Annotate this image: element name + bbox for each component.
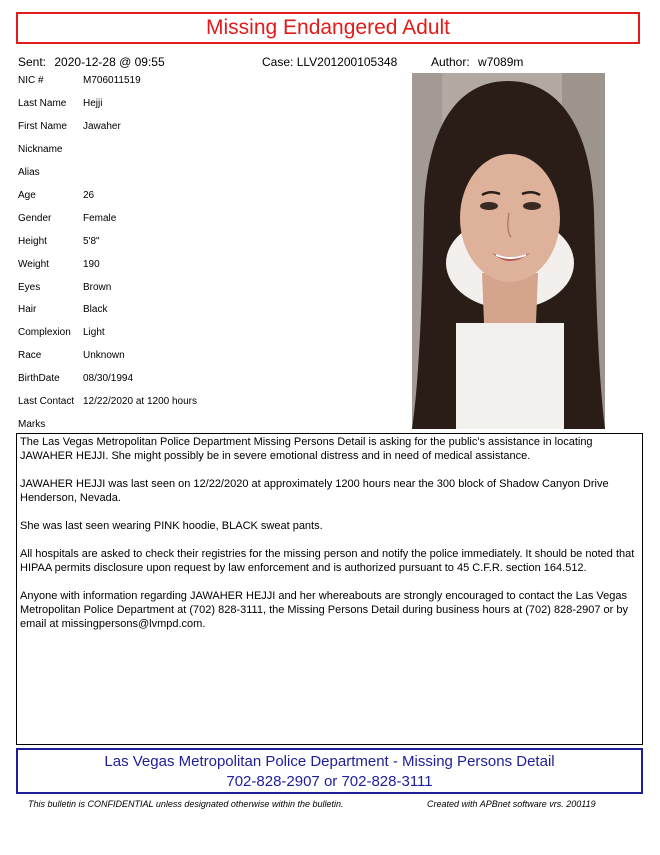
missing-person-photo — [412, 73, 605, 429]
field-label-last-name: Last Name — [18, 98, 67, 109]
agency-phones: 702-828-2907 or 702-828-3111 — [226, 773, 433, 790]
field-label-last-contact: Last Contact — [18, 396, 75, 407]
field-value-weight: 190 — [83, 259, 100, 270]
author-value: w7089m — [478, 55, 524, 69]
case-meta — [262, 55, 397, 69]
case-label: Case: — [262, 55, 294, 69]
author-label: Author: — [431, 55, 470, 69]
field-label-nic: NIC # — [18, 75, 44, 86]
field-label-alias: Alias — [18, 167, 40, 178]
field-label-race: Race — [18, 350, 42, 361]
field-label-nickname: Nickname — [18, 144, 63, 155]
field-label-birthdate: BirthDate — [18, 373, 60, 384]
field-label-weight: Weight — [18, 259, 49, 270]
bulletin-title: Missing Endangered Adult — [16, 12, 640, 44]
confidential-notice: This bulletin is CONFIDENTIAL unless designated otherwise within the bulletin. — [28, 799, 344, 809]
field-label-marks: Marks — [18, 419, 46, 430]
field-label-age: Age — [18, 190, 36, 201]
author-meta — [431, 55, 523, 69]
narrative-box — [16, 433, 643, 745]
field-value-birthdate: 08/30/1994 — [83, 373, 134, 384]
field-value-gender: Female — [83, 213, 117, 224]
field-value-last-name: Hejji — [83, 98, 103, 109]
agency-name: Las Vegas Metropolitan Police Department - Missing Persons Detail — [104, 753, 555, 770]
agency-contact-box — [16, 748, 643, 794]
field-value-nic: M706011519 — [83, 75, 141, 86]
field-value-age: 26 — [83, 190, 95, 201]
field-value-height: 5'8" — [83, 236, 100, 247]
field-label-first-name: First Name — [18, 121, 67, 132]
narrative-paragraph: Anyone with information regarding JAWAHER HEJJI and her whereabouts are strongly encouraged to contact the Las Vegas Metropolitan Police Department at (702) 828-3111, the Missing Persons Detail during business hours at (702) 828-2907 or by email at missingpersons@lvmpd.com. — [20, 590, 628, 630]
field-value-eyes: Brown — [83, 282, 112, 293]
field-label-gender: Gender — [18, 213, 52, 224]
field-label-height: Height — [18, 236, 47, 247]
field-value-first-name: Jawaher — [83, 121, 121, 132]
narrative-paragraph: She was last seen wearing PINK hoodie, BLACK sweat pants. — [20, 520, 323, 532]
sent-value: 2020-12-28 @ 09:55 — [54, 55, 165, 69]
narrative-paragraph: All hospitals are asked to check their registries for the missing person and notify the police immediately. It should be noted that HIPAA permits disclosure upon request by law enforcement and is authorized pursuant to 45 C.F.R. section 164.512. — [20, 548, 635, 574]
sent-label: Sent: — [18, 55, 47, 69]
field-value-complexion: Light — [83, 327, 105, 338]
field-value-hair: Black — [83, 304, 108, 315]
software-credit: Created with APBnet software vrs. 200119 — [427, 799, 596, 809]
field-value-last-contact: 12/22/2020 at 1200 hours — [83, 396, 197, 407]
field-label-hair: Hair — [18, 304, 37, 315]
field-label-eyes: Eyes — [18, 282, 41, 293]
case-value: LLV201200105348 — [296, 55, 398, 69]
field-value-race: Unknown — [83, 350, 125, 361]
sent-meta — [18, 55, 165, 69]
narrative-paragraph: JAWAHER HEJJI was last seen on 12/22/2020 at approximately 1200 hours near the 300 block of Shadow Canyon Drive Henderson, Nevada. — [20, 478, 609, 504]
field-label-complexion: Complexion — [18, 327, 71, 338]
narrative-paragraph: The Las Vegas Metropolitan Police Department Missing Persons Detail is asking for the public's assistance in locating JAWAHER HEJJI. She might possibly be in severe emotional distress and in need of medical assistance. — [20, 436, 593, 462]
